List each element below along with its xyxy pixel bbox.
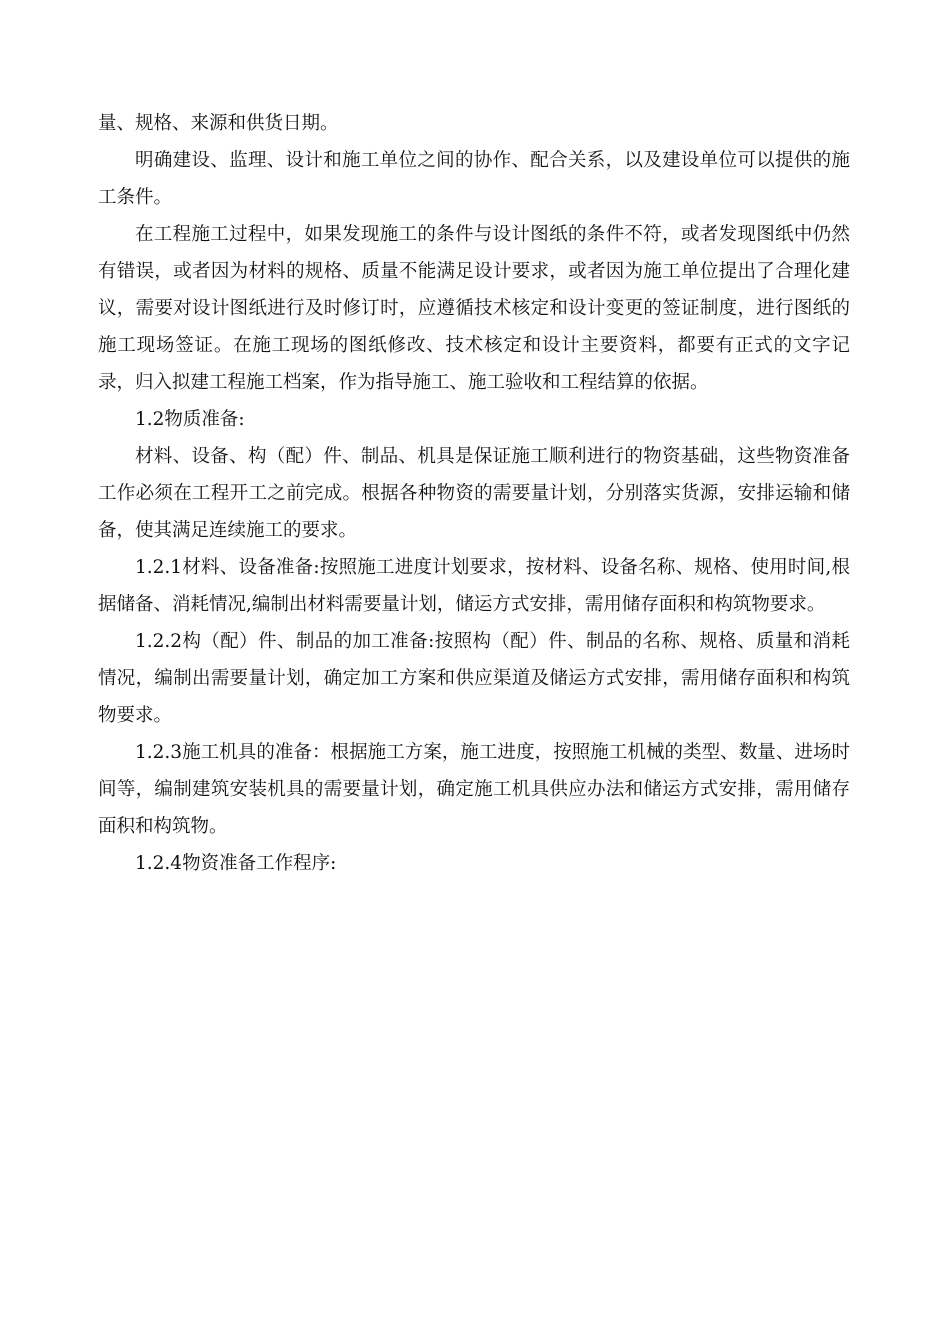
- paragraph-1-2-2: 1.2.2构（配）件、制品的加工准备:按照构（配）件、制品的名称、规格、质量和消耗情况，编制出需要量计划，确定加工方案和供应渠道及储运方式安排，需用储存面积和构筑物要求。: [98, 631, 850, 726]
- paragraph-1-2-3: 1.2.3施工机具的准备：根据施工方案，施工进度，按照施工机械的类型、数量、进场时间等，编制建筑安装机具的需要量计划，确定施工机具供应办法和储运方式安排，需用储存面积和构筑物。: [98, 742, 850, 837]
- paragraph-1-2-4: 1.2.4物资准备工作程序:: [135, 853, 337, 874]
- paragraph-material-basis: 材料、设备、构（配）件、制品、机具是保证施工顺利进行的物资基础，这些物资准备工作必须在工程开工之前完成。根据各种物资的需要量计划，分别落实货源，安排运输和储备，使其满足连续施工的要求。: [98, 446, 850, 541]
- paragraph-drawing-revision: 在工程施工过程中，如果发现施工的条件与设计图纸的条件不符，或者发现图纸中仍然有错误，或者因为材料的规格、质量不能满足设计要求，或者因为施工单位提出了合理化建议，需要对设计图纸进行及时修订时，应遵循技术核定和设计变更的签证制度，进行图纸的施工现场签证。在施工现场的图纸修改、技术核定和设计主要资料，都要有正式的文字记录，归入拟建工程施工档案，作为指导施工、施工验收和工程结算的依据。: [98, 224, 850, 393]
- paragraph-1-2-1: 1.2.1材料、设备准备:按照施工进度计划要求，按材料、设备名称、规格、使用时间,根据储备、消耗情况,编制出材料需要量计划，储运方式安排，需用储存面积和构筑物要求。: [98, 557, 850, 615]
- section-heading-material-preparation: 1.2物质准备:: [135, 409, 245, 430]
- paragraph-continuation: 量、规格、来源和供货日期。: [98, 113, 339, 134]
- document-body: [98, 105, 850, 882]
- paragraph-coordination: 明确建设、监理、设计和施工单位之间的协作、配合关系，以及建设单位可以提供的施工条件。: [98, 150, 850, 208]
